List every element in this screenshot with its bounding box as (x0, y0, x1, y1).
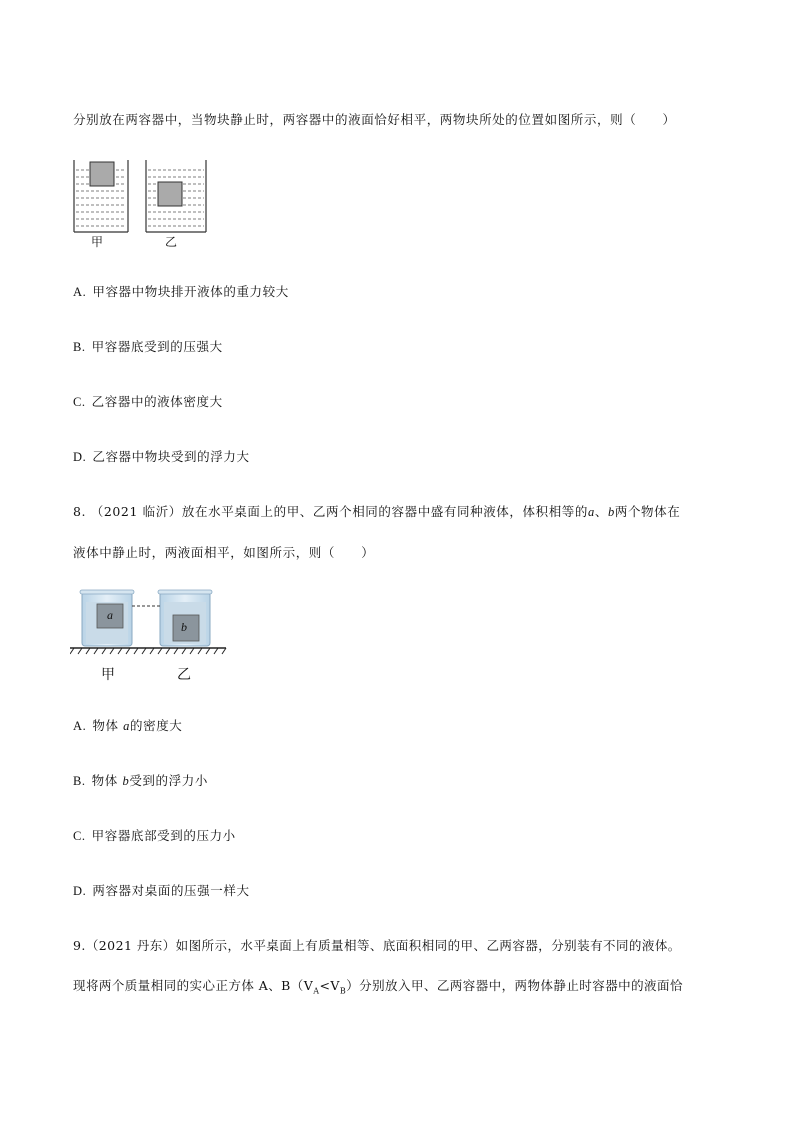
q8-number: 8. (73, 504, 87, 519)
q7-block-left (90, 162, 114, 186)
q7-label-left: 甲 (91, 235, 104, 249)
q8-figure (70, 588, 230, 658)
q7-option-d: D. 乙容器中物块受到的浮力大 (73, 449, 250, 464)
q9-stem-line2: 现将两个质量相同的实心正方体 A、$B(V_A<V_B)$分别放入甲、乙两容器中，两物体静止时容器中的液面恰 (73, 978, 683, 996)
q7-label-right: 乙 (165, 235, 178, 249)
q8-stem-line2: 液体中静止时，两液面相平，如图所示，则（ ） (73, 545, 375, 560)
q7-option-b: B. 甲容器底受到的压强大 (73, 339, 223, 354)
q7-option-c: C. 乙容器中的液体密度大 (73, 394, 223, 409)
q8-option-a: A. 物体 a的密度大 (73, 718, 183, 733)
q8-option-b: B. 物体 b受到的浮力小 (73, 773, 208, 788)
q9-stem-line1: 9.（2021 丹东）如图所示，水平桌面上有质量相等、底面积相同的甲、乙两容器，分别装有不同的液体。 (73, 938, 681, 953)
q7-container-left (74, 160, 128, 232)
q8-option-d: D. 两容器对桌面的压强一样大 (73, 883, 250, 898)
q8-label-a: a (107, 608, 113, 622)
q7-container-right (146, 160, 206, 232)
q7-stem: 分别放在两容器中，当物块静止时，两容器中的液面恰好相平，两物块所处的位置如图所示，则（ ） (73, 112, 676, 127)
q8-label-left: 甲 (101, 667, 115, 683)
q7-option-a: A. 甲容器中物块排开液体的重力较大 (73, 284, 289, 299)
q7-block-right (158, 182, 182, 206)
q8-label-right: 乙 (177, 667, 191, 683)
q8-option-c: C. 甲容器底部受到的压力小 (73, 828, 236, 843)
q8-label-b: b (181, 620, 187, 634)
q8-beaker-right (158, 590, 212, 646)
q8-stem-line1: 8. （2021 临沂）放在水平桌面上的甲、乙两个相同的容器中盛有同种液体，体积相等的a、b两个物体在 (73, 504, 681, 519)
